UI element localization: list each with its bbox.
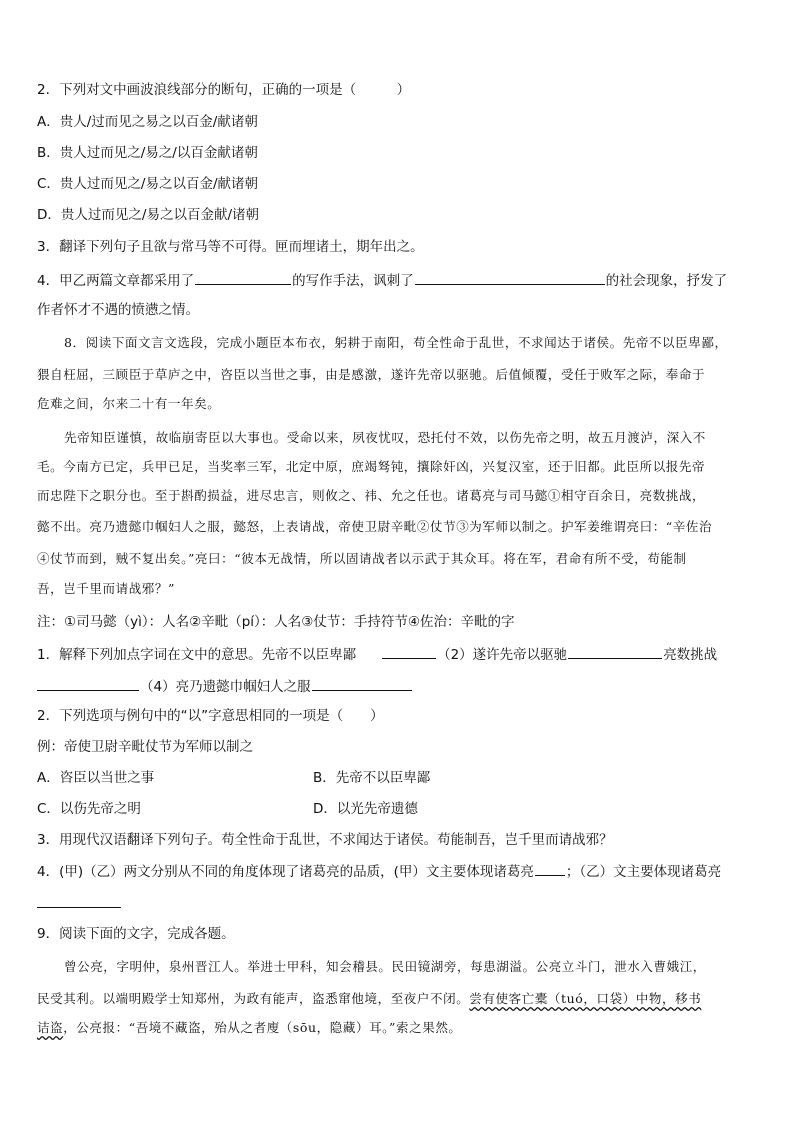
- q4-line-1: [37, 270, 727, 291]
- passage8-line-4: 先帝知臣谨慎，故临崩寄臣以大事也。受命以来，夙夜忧叹，恐托付不效，以伤先帝之明，故五月渡泸，深入不: [64, 430, 706, 445]
- q4-part1: 4．甲乙两篇文章都采用了: [37, 273, 195, 289]
- q8-3-text: 3．用现代汉语翻译下列句子。苟全性命于乱世，不求闻达于诸侯。苟能制吾，岂千里而请战邪？: [37, 832, 613, 848]
- answer-blank[interactable]: [382, 644, 436, 659]
- passage8-line-3: 危难之间，尔来二十有一年矣。: [37, 396, 221, 411]
- q8-4-part2: ；（乙）文主要体现诸葛亮: [565, 864, 722, 880]
- q4-line-2: 作者怀才不遇的愤懑之情。: [37, 302, 199, 318]
- answer-blank[interactable]: [37, 893, 121, 908]
- q4-part3: 的社会现象，抒发了: [605, 273, 728, 289]
- q8-1-part1: 1．解释下列加点字词在文中的意思。先帝不以臣卑鄙: [37, 647, 357, 663]
- q2-stem: 2．下列对文中画波浪线部分的断句，正确的一项是（ ）: [37, 82, 411, 98]
- passage8-line-5: 毛。今南方已定，兵甲已足，当奖率三军，北定中原，庶竭驽钝，攘除奸凶，兴复汉室，还于旧都。此臣所以报先帝: [37, 459, 706, 474]
- q8-2-option-c: C．以伤先帝之明: [37, 801, 141, 817]
- q9-passage-line-3: [37, 1018, 462, 1038]
- q8-4-line-2: [37, 893, 122, 914]
- q8-1-line-1: [37, 644, 717, 665]
- wavy-underlined-text: 诘盗: [37, 1020, 64, 1035]
- passage8-line-6: 而忠陛下之职分也。至于斟酌损益，进尽忠言，则攸之、祎、允之任也。诸葛亮与司马懿①相守百余日，亮数挑战，: [37, 488, 706, 503]
- q8-1-part4: （4）亮乃遗懿巾帼妇人之服: [140, 679, 311, 695]
- passage8-line-7: 懿不出。亮乃遗懿巾帼妇人之服，懿怒，上表请战，帝使卫尉辛毗②仗节③为军师以制之。护军姜维谓亮曰：“辛佐治: [37, 519, 713, 534]
- q8-2-example: 例：帝使卫尉辛毗仗节为军师以制之: [37, 739, 253, 755]
- q9-stem: 9．阅读下面的文字，完成各题。: [37, 926, 235, 942]
- answer-blank[interactable]: [415, 270, 605, 285]
- passage8-note: 注：①司马懿（yì）：人名②辛毗（pí）：人名③仗节：手持符节④佐治：辛毗的字: [37, 614, 515, 630]
- answer-blank[interactable]: [37, 676, 139, 691]
- q8-2-option-d: D．以光先帝遗德: [313, 801, 418, 817]
- passage8-line-9: 吾，岂千里而请战邪？”: [37, 581, 175, 596]
- q8-2-stem: 2．下列选项与例句中的“以”字意思相同的一项是（ ）: [37, 708, 384, 724]
- q3-text: 3．翻译下列句子且欲与常马等不可得。匣而埋诸土，期年出之。: [37, 239, 424, 255]
- passage8-line-1: 8．阅读下面文言文选段，完成小题臣本布衣，躬耕于南阳，苟全性命于乱世，不求闻达于诸侯。先帝不以臣卑鄙，: [64, 335, 728, 350]
- q9-passage-line-1: 曾公亮，字明仲，泉州晋江人。举进士甲科，知会稽县。民田镜湖旁，每患湖溢。公亮立斗门，泄水入曹娥江，: [64, 959, 706, 974]
- q8-1-part2: （2）遂许先帝以驱驰: [437, 647, 568, 663]
- q9-line3-plain: ，公亮报：“吾境不藏盗，殆从之者廋（sōu，隐藏）耳。”索之果然。: [63, 1020, 462, 1035]
- answer-blank[interactable]: [535, 861, 565, 876]
- q9-passage-line-2: [37, 989, 701, 1009]
- answer-blank[interactable]: [195, 270, 291, 285]
- q2-option-b: B．贵人过而见之/易之/以百金献诸朝: [37, 145, 258, 161]
- q8-1-part3: 亮数挑战: [663, 647, 718, 663]
- q8-2-option-b: B．先帝不以臣卑鄙: [313, 770, 431, 786]
- q2-option-d: D．贵人过而见之/易之以百金献/诸朝: [37, 207, 259, 223]
- wavy-underlined-text: 尝有使客亡橐（tuó，口袋）中物，移书: [469, 991, 702, 1006]
- answer-blank[interactable]: [568, 644, 662, 659]
- q8-1-line-2: [37, 676, 413, 697]
- q8-4-line-1: [37, 861, 721, 882]
- q8-2-option-a: A．咨臣以当世之事: [37, 770, 155, 786]
- q4-part2: 的写作手法，讽刺了: [292, 273, 414, 289]
- q8-4-part1: 4．(甲)（乙）两文分别从不同的角度体现了诸葛亮的品质，(甲）文主要体现诸葛亮: [37, 864, 534, 880]
- q8-2-row-2: [37, 799, 141, 819]
- q2-option-c: C．贵人过而见之/易之以百金/献诸朝: [37, 176, 259, 192]
- q2-option-a: A．贵人/过而见之易之以百金/献诸朝: [37, 114, 258, 130]
- passage8-line-2: 猥自枉屈，三顾臣于草庐之中，咨臣以当世之事，由是感激，遂许先帝以驱驰。后值倾覆，受任于败军之际，奉命于: [37, 367, 706, 382]
- passage8-line-8: ④仗节而到，贼不复出矣。”亮曰：“彼本无战情，所以固请战者以示武于其众耳。将在军，君命有所不受，苟能制: [37, 551, 687, 566]
- answer-blank[interactable]: [312, 676, 412, 691]
- q9-line2-plain: 民受其利。以端明殿学士知郑州，为政有能声，盗悉窜他境，至夜户不闭。: [37, 991, 470, 1006]
- q8-2-row-1: [37, 768, 154, 788]
